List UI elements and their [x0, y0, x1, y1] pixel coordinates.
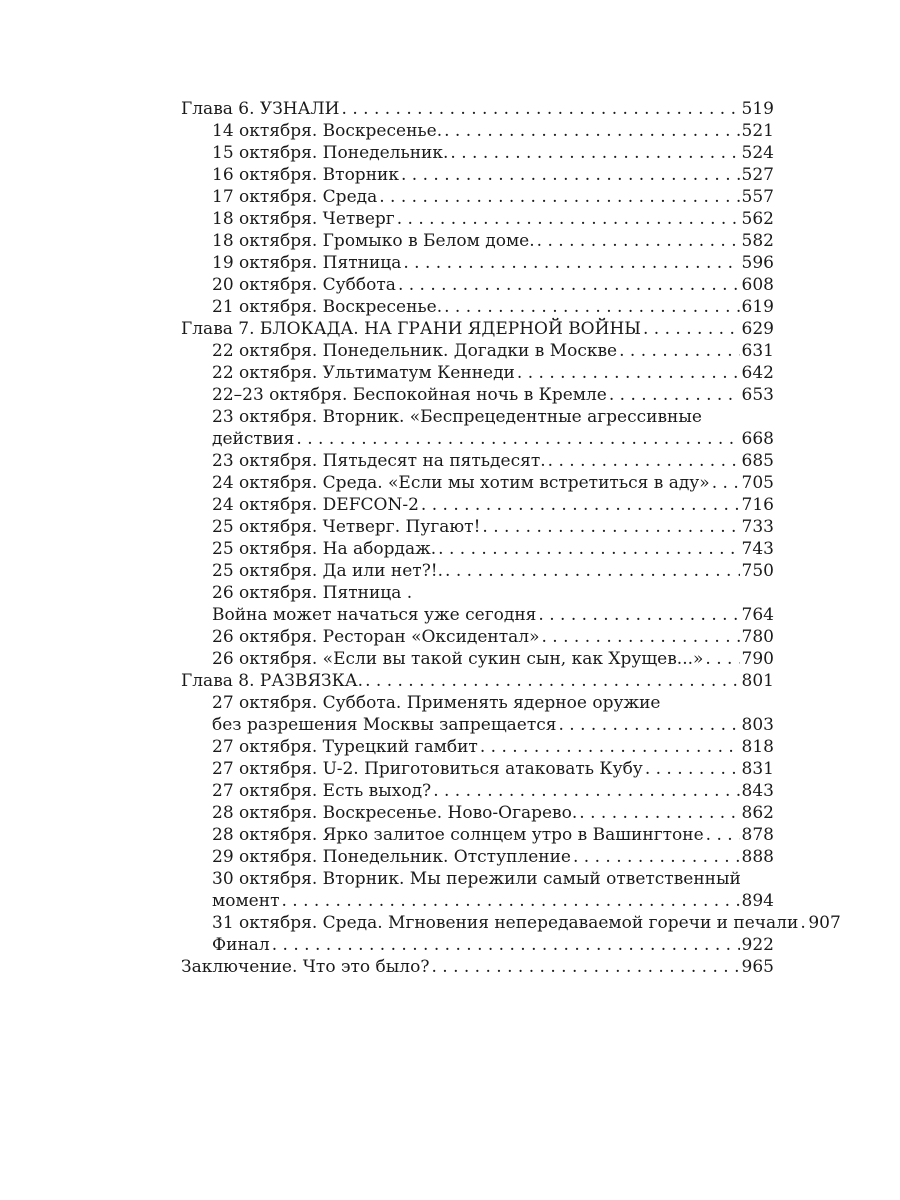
toc-entry-title: Заключение. Что это было?	[181, 957, 430, 977]
toc-entry-title: действия	[212, 429, 295, 449]
dot-leader	[272, 934, 740, 956]
toc-entry-title: 25 октября. На абордаж.	[212, 539, 437, 559]
toc-page-number: 631	[741, 341, 774, 361]
toc-entry[interactable]	[181, 362, 774, 384]
dot-leader	[705, 648, 739, 670]
toc-entry-title: Глава 7. БЛОКАДА. НА ГРАНИ ЯДЕРНОЙ ВОЙНЫ	[181, 319, 641, 339]
dot-leader	[538, 604, 739, 626]
toc-page-number: 888	[741, 847, 774, 867]
toc-entry-title: 25 октября. Да или нет?!.	[212, 561, 444, 581]
toc-entry[interactable]	[181, 428, 774, 450]
toc-page-number: 521	[741, 121, 774, 141]
toc-page-number: 831	[741, 759, 774, 779]
toc-entry-title: 22–23 октября. Беспокойная ночь в Кремле	[212, 385, 607, 405]
toc-entry-title: 21 октября. Воскресенье.	[212, 297, 443, 317]
toc-entry[interactable]	[181, 340, 774, 362]
toc-entry[interactable]	[181, 780, 774, 802]
toc-entry-title: 14 октября. Воскресенье.	[212, 121, 443, 141]
toc-entry[interactable]	[181, 824, 774, 846]
dot-leader	[398, 274, 740, 296]
dot-leader	[281, 890, 739, 912]
toc-entry[interactable]	[181, 890, 774, 912]
dot-leader	[444, 296, 739, 318]
toc-page-number: 685	[741, 451, 774, 471]
dot-leader	[397, 208, 740, 230]
dot-leader	[619, 340, 739, 362]
toc-page-number: 922	[741, 935, 774, 955]
toc-page-number: 764	[741, 605, 774, 625]
toc-entry-title: 16 октября. Вторник	[212, 165, 399, 185]
toc-entry[interactable]	[181, 384, 774, 406]
toc-entry-title: 24 октября. DEFCON-2	[212, 495, 419, 515]
toc-page-number: 862	[741, 803, 774, 823]
toc-page-number: 894	[741, 891, 774, 911]
toc-page-number: 750	[741, 561, 774, 581]
toc-entry-title: 17 октября. Среда	[212, 187, 378, 207]
dot-leader	[558, 714, 739, 736]
toc-page-number: 524	[741, 143, 774, 163]
toc-entry[interactable]	[181, 208, 774, 230]
toc-page-number: 527	[741, 165, 774, 185]
dot-leader	[712, 472, 740, 494]
toc-page-number: 818	[741, 737, 774, 757]
dot-leader	[517, 362, 740, 384]
dot-leader	[482, 516, 739, 538]
toc-entry-first-line: 26 октября. Пятница .	[212, 583, 413, 603]
toc-entry[interactable]	[181, 846, 774, 868]
toc-entry[interactable]	[181, 802, 774, 824]
toc-page-number: 608	[741, 275, 774, 295]
toc-entry-title: 15 октября. Понедельник.	[212, 143, 449, 163]
toc-page-number: 619	[741, 297, 774, 317]
toc-entry-title: 31 октября. Среда. Мгновения непередаваемой горечи и печали	[212, 913, 799, 933]
toc-entry[interactable]	[181, 912, 841, 934]
toc-entry[interactable]	[181, 450, 774, 472]
toc-entry-first-line: 23 октября. Вторник. «Беспрецедентные агрессивные	[212, 407, 702, 427]
toc-entry-title: Глава 8. РАЗВЯЗКА.	[181, 671, 364, 691]
toc-page-number: 716	[741, 495, 774, 515]
toc-entry[interactable]	[181, 604, 774, 626]
toc-page-number: 705	[741, 473, 774, 493]
toc-entry-title: 18 октября. Четверг	[212, 209, 395, 229]
dot-leader	[445, 560, 740, 582]
dot-leader	[537, 230, 740, 252]
toc-page-number: 733	[741, 517, 774, 537]
toc-entry[interactable]	[181, 494, 774, 516]
table-of-contents	[181, 98, 841, 978]
dot-leader	[450, 142, 739, 164]
dot-leader	[444, 120, 739, 142]
dot-leader	[573, 846, 740, 868]
toc-entry[interactable]	[181, 714, 774, 736]
toc-entry[interactable]	[181, 164, 774, 186]
toc-entry[interactable]	[181, 648, 774, 670]
toc-page-number: 596	[741, 253, 774, 273]
toc-entry[interactable]	[181, 120, 774, 142]
toc-entry-title: 28 октября. Ярко залитое солнцем утро в Вашингтоне	[212, 825, 704, 845]
toc-page-number: 907	[808, 913, 841, 933]
dot-leader	[403, 252, 739, 274]
toc-entry-title: Война может начаться уже сегодня	[212, 605, 537, 625]
toc-entry[interactable]	[181, 252, 774, 274]
toc-chapter-entry[interactable]	[181, 956, 774, 978]
dot-leader	[609, 384, 740, 406]
dot-leader	[379, 186, 739, 208]
toc-page-number: 519	[741, 99, 774, 119]
dot-leader	[645, 758, 740, 780]
dot-leader	[579, 802, 739, 824]
toc-page-number: 743	[741, 539, 774, 559]
toc-entry-title: момент	[212, 891, 280, 911]
dot-leader	[365, 670, 739, 692]
toc-page-number: 582	[741, 231, 774, 251]
toc-entry[interactable]	[181, 516, 774, 538]
toc-page-number: 843	[741, 781, 774, 801]
dot-leader	[800, 912, 806, 934]
dot-leader	[542, 626, 740, 648]
dot-leader	[433, 780, 739, 802]
toc-entry-title: 19 октября. Пятница	[212, 253, 402, 273]
toc-entry[interactable]	[181, 142, 774, 164]
toc-page-number: 803	[741, 715, 774, 735]
dot-leader	[401, 164, 740, 186]
toc-entry[interactable]	[181, 758, 774, 780]
dot-leader	[548, 450, 740, 472]
dot-leader	[438, 538, 739, 560]
toc-entry[interactable]	[181, 186, 774, 208]
dot-leader	[643, 318, 740, 340]
dot-leader	[431, 956, 739, 978]
toc-entry-title: 27 октября. Турецкий гамбит	[212, 737, 478, 757]
toc-chapter-entry[interactable]	[181, 318, 774, 340]
toc-page-number: 668	[741, 429, 774, 449]
toc-page-number: 801	[741, 671, 774, 691]
toc-page-number: 653	[741, 385, 774, 405]
toc-page-number: 642	[741, 363, 774, 383]
toc-entry[interactable]	[181, 274, 774, 296]
toc-entry-title: 27 октября. Есть выход?	[212, 781, 432, 801]
toc-page-number: 878	[741, 825, 774, 845]
toc-entry-first-line: 30 октября. Вторник. Мы пережили самый ответственный	[212, 869, 741, 889]
toc-entry[interactable]	[181, 560, 774, 582]
toc-entry[interactable]	[181, 296, 774, 318]
toc-entry[interactable]	[181, 472, 774, 494]
toc-entry[interactable]	[181, 538, 774, 560]
dot-leader	[706, 824, 740, 846]
toc-entry-title: 25 октября. Четверг. Пугают!	[212, 517, 481, 537]
toc-entry-first-line: 27 октября. Суббота. Применять ядерное оружие	[212, 693, 661, 713]
toc-entry-title: 24 октября. Среда. «Если мы хотим встретиться в аду»	[212, 473, 710, 493]
toc-entry-title: 29 октября. Понедельник. Отступление	[212, 847, 571, 867]
toc-entry-title: 26 октября. Ресторан «Оксидентал»	[212, 627, 540, 647]
toc-page-number: 562	[741, 209, 774, 229]
dot-leader	[421, 494, 740, 516]
toc-entry-title: 20 октября. Суббота	[212, 275, 396, 295]
toc-entry-title: 22 октября. Понедельник. Догадки в Москве	[212, 341, 618, 361]
toc-page-number: 629	[741, 319, 774, 339]
toc-entry-title: 27 октября. U-2. Приготовиться атаковать Кубу	[212, 759, 643, 779]
toc-chapter-entry[interactable]	[181, 98, 774, 120]
dot-leader	[342, 98, 740, 120]
toc-entry[interactable]	[181, 626, 774, 648]
toc-entry-title: Финал	[212, 935, 270, 955]
toc-entry[interactable]	[181, 736, 774, 758]
toc-entry-title: 18 октября. Громыко в Белом доме.	[212, 231, 535, 251]
toc-page-number: 557	[741, 187, 774, 207]
toc-entry-title: 23 октября. Пятьдесят на пятьдесят.	[212, 451, 546, 471]
toc-page-number: 965	[741, 957, 774, 977]
toc-page-number: 790	[741, 649, 774, 669]
toc-entry-title: 28 октября. Воскресенье. Ново-Огарево.	[212, 803, 578, 823]
toc-entry-title: Глава 6. УЗНАЛИ	[181, 99, 340, 119]
toc-page-number: 780	[741, 627, 774, 647]
dot-leader	[296, 428, 739, 450]
dot-leader	[480, 736, 740, 758]
toc-entry-title: 22 октября. Ультиматум Кеннеди	[212, 363, 515, 383]
toc-entry-title: 26 октября. «Если вы такой сукин сын, как Хрущев...»	[212, 649, 704, 669]
toc-entry[interactable]	[181, 934, 774, 956]
toc-chapter-entry[interactable]	[181, 670, 774, 692]
toc-entry[interactable]	[181, 230, 774, 252]
toc-entry-title: без разрешения Москвы запрещается	[212, 715, 557, 735]
